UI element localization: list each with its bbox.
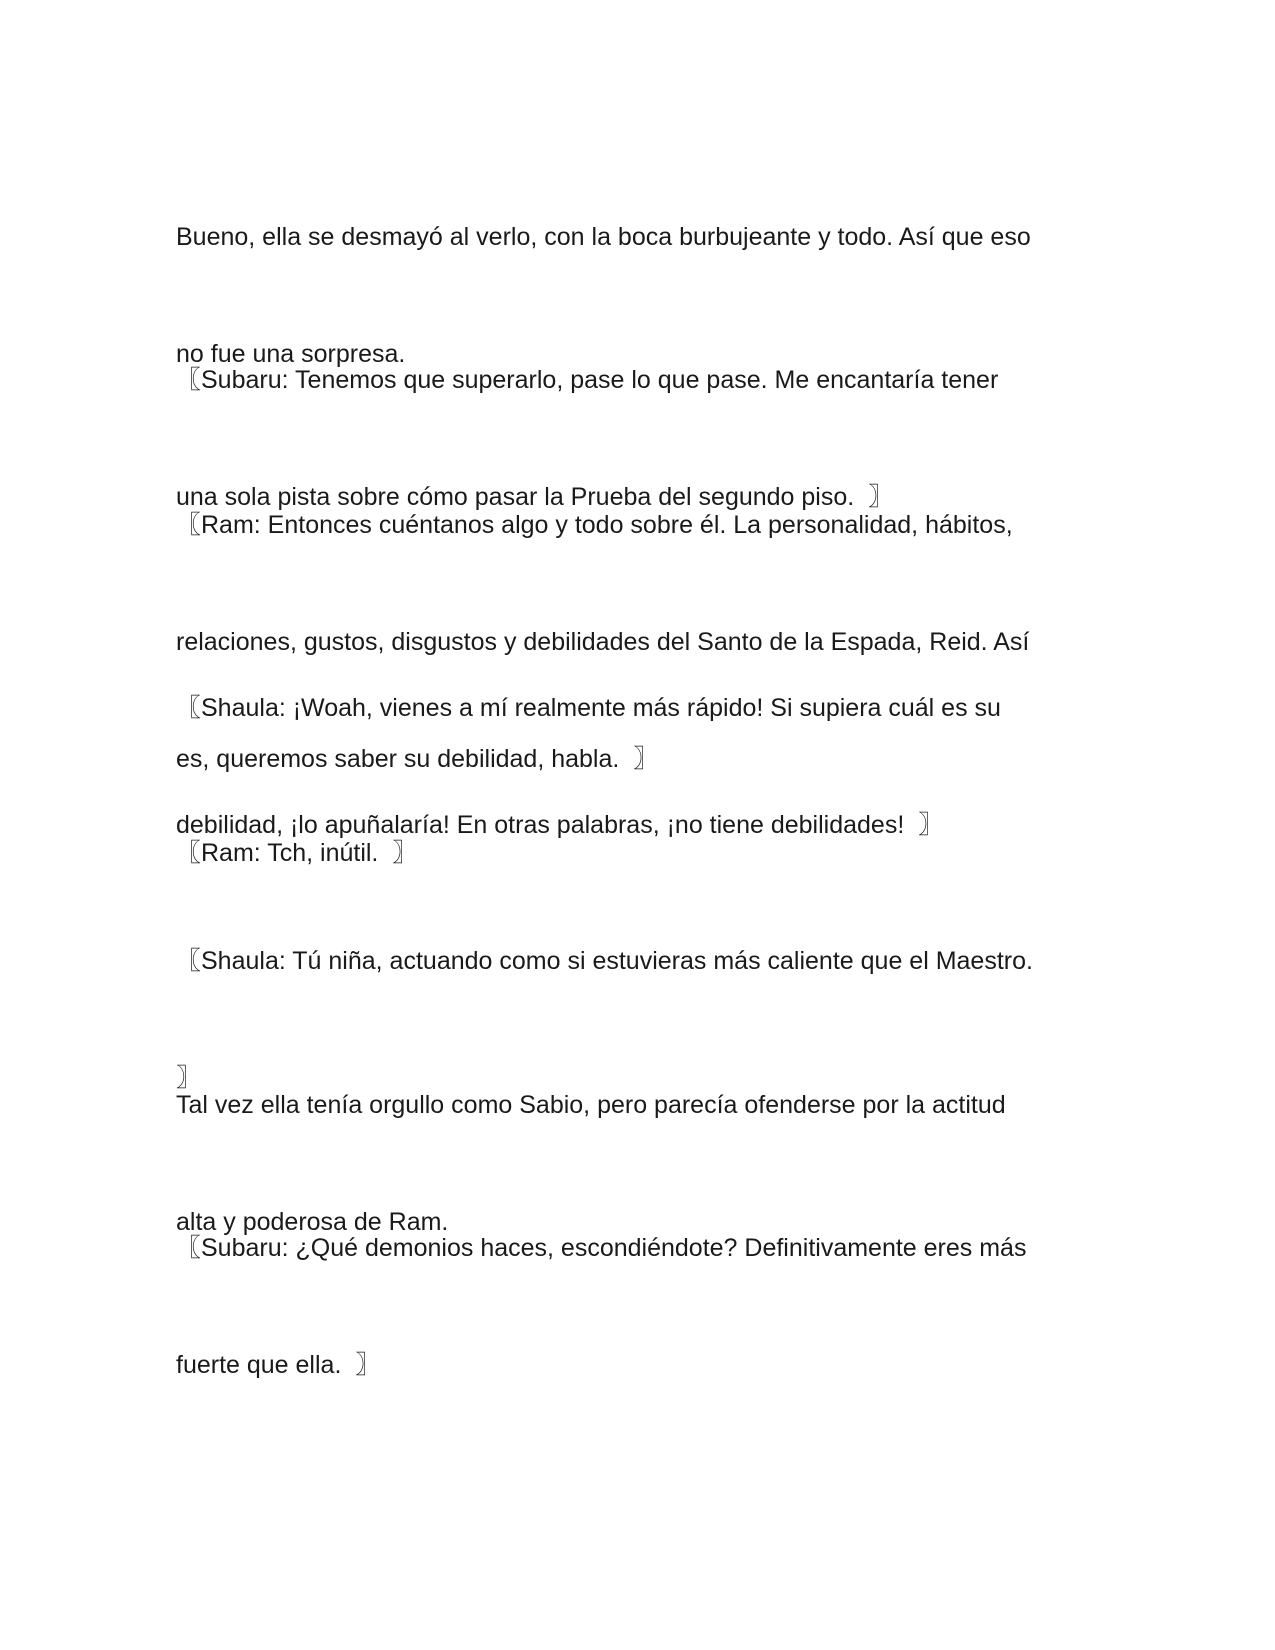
dialogue-paragraph	[176, 1151, 1096, 1463]
text-line: Bueno, ella se desmayó al verlo, con la boca burbujeante y todo. Así que eso	[176, 223, 1031, 251]
text-line: 〗	[176, 1064, 202, 1092]
text-line: alta y poderosa de Ram.	[176, 1208, 449, 1236]
text-line: Tal vez ella tenía orgullo como Sabio, pero parecía ofenderse por la actitud	[176, 1091, 1006, 1119]
text-line: relaciones, gustos, disgustos y debilidades del Santo de la Espada, Reid. Así	[176, 628, 1030, 656]
text-line: fuerte que ella. 〗	[176, 1351, 381, 1379]
text-line: 〖Subaru: ¿Qué demonios haces, escondiéndote? Definitivamente eres más	[176, 1234, 1027, 1262]
text-line: 〖Shaula: ¡Woah, vienes a mí realmente más rápido! Si supiera cuál es su	[176, 694, 1001, 722]
text-line: 〖Subaru: Tenemos que superarlo, pase lo que pase. Me encantaría tener	[176, 366, 999, 394]
text-line: 〖Shaula: Tú niña, actuando como si estuvieras más caliente que el Maestro.	[176, 947, 1033, 975]
text-line: es, queremos saber su debilidad, habla. 〗	[176, 745, 659, 773]
text-line: una sola pista sobre cómo pasar la Prueba del segundo piso. 〗	[176, 483, 894, 511]
text-line: 〖Ram: Tch, inútil. 〗	[176, 839, 418, 867]
text-line: 〖Ram: Entonces cuéntanos algo y todo sobre él. La personalidad, hábitos,	[176, 511, 1013, 539]
text-line: debilidad, ¡lo apuñalaría! En otras palabras, ¡no tiene debilidades! 〗	[176, 811, 944, 839]
text-line: no fue una sorpresa.	[176, 340, 406, 368]
